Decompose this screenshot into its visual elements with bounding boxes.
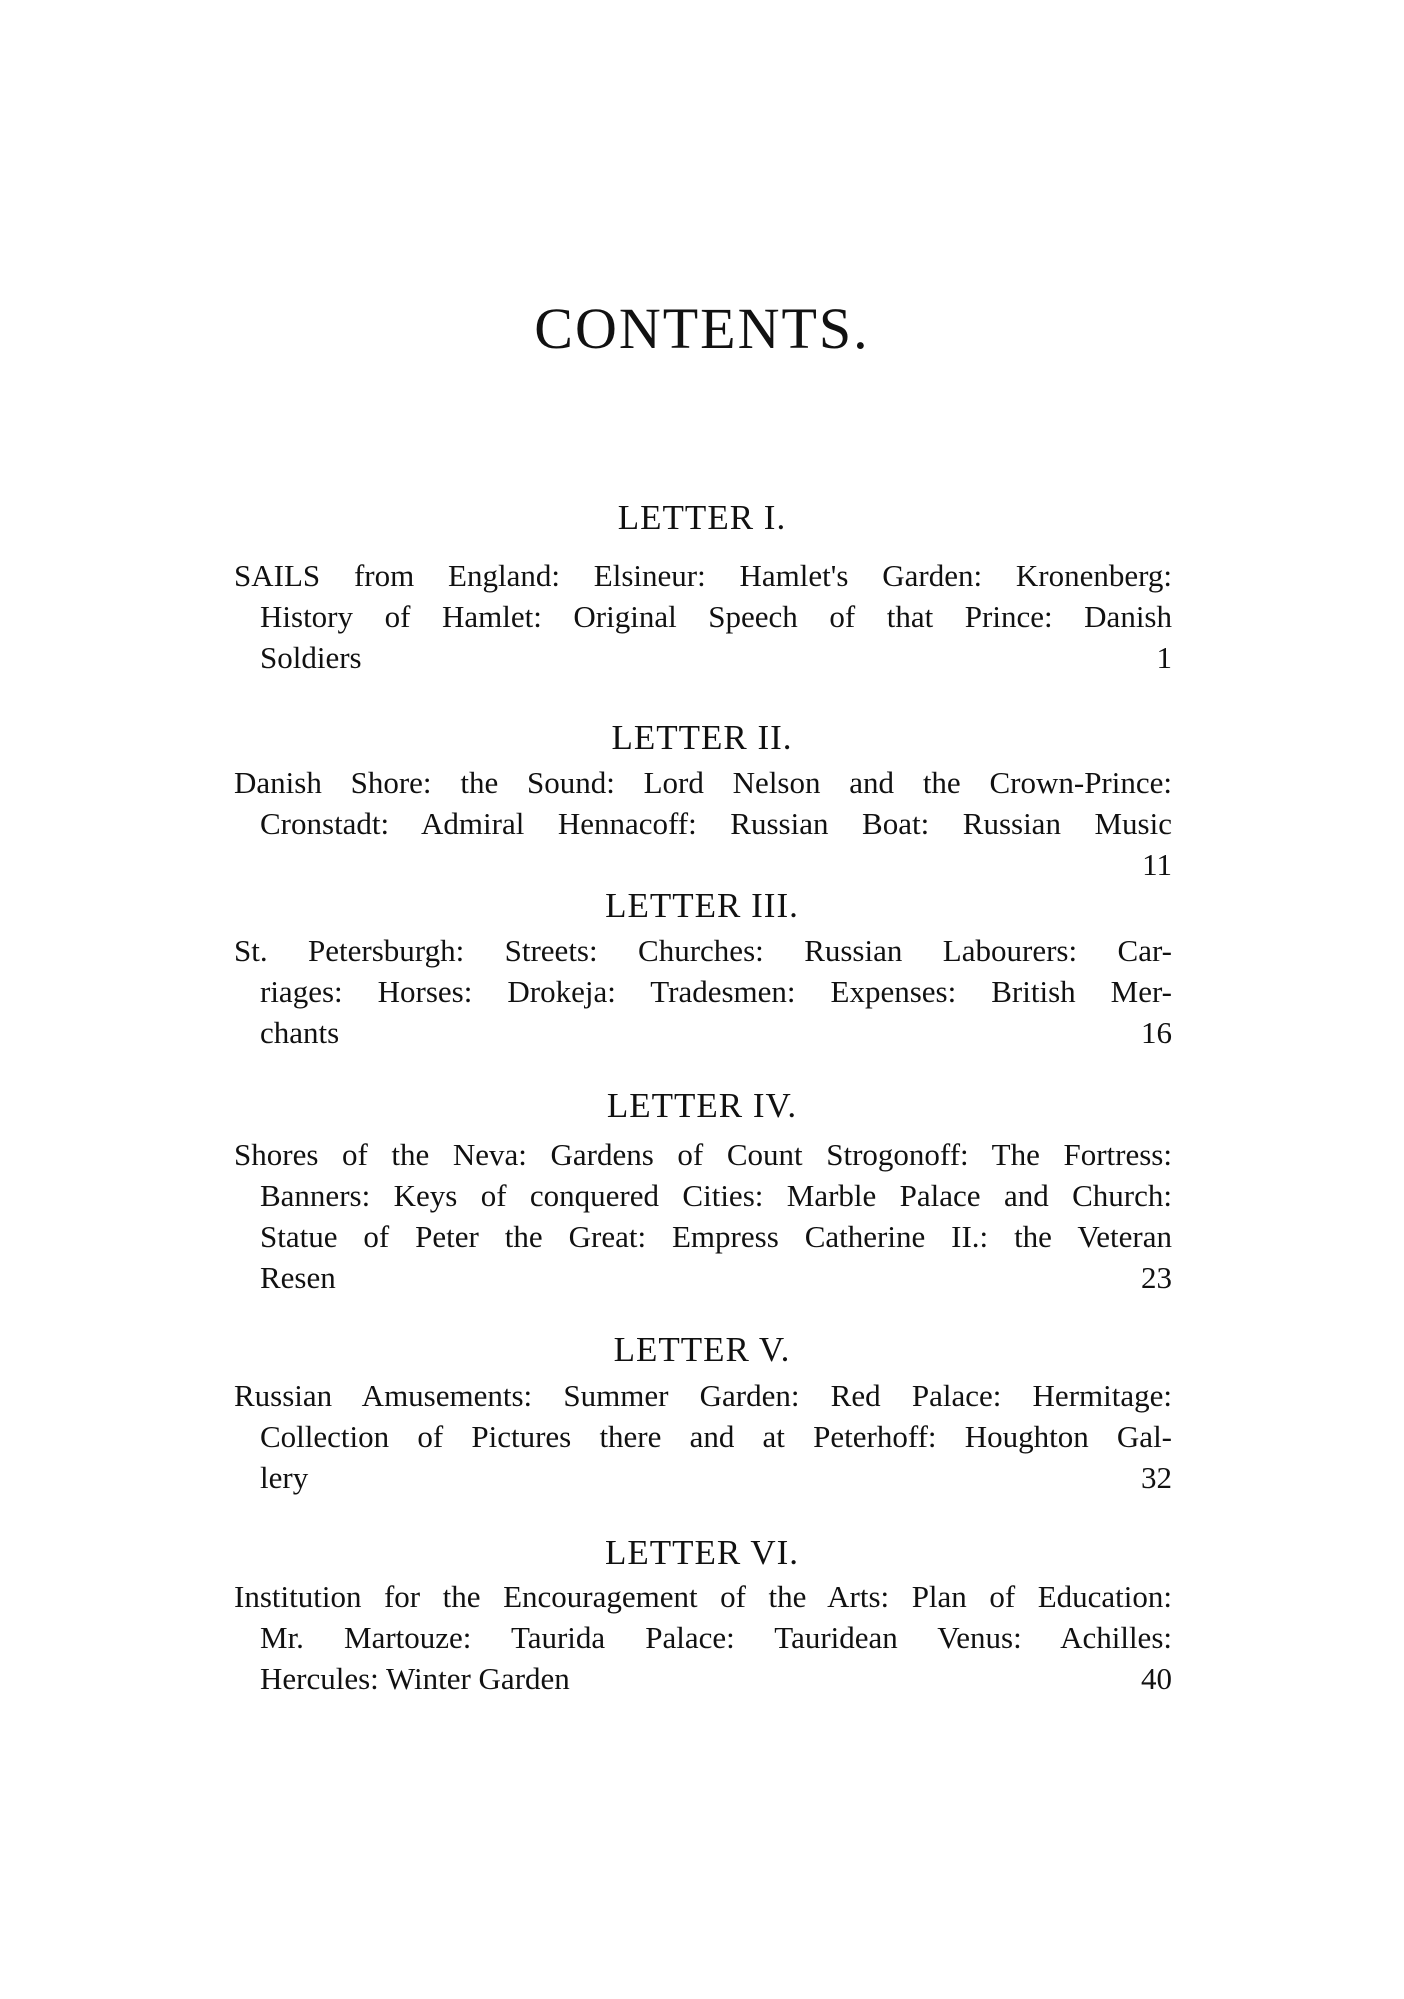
entry-line: riages: Horses: Drokeja: Tradesmen: Expenses: British Mer- xyxy=(260,974,1172,1009)
entry-last-line xyxy=(234,1257,1172,1298)
page-number: 23 xyxy=(1141,1260,1172,1295)
entry-line: Banners: Keys of conquered Cities: Marble Palace and Church: xyxy=(260,1178,1172,1213)
letter-heading: LETTER IV. xyxy=(606,1086,798,1125)
entry-line: Shores of the Neva: Gardens of Count Strogonoff: The Fortress: xyxy=(234,1137,1172,1172)
toc-entry xyxy=(234,1134,1172,1298)
entry-line: St. Petersburgh: Streets: Churches: Russian Labourers: Car- xyxy=(234,933,1172,968)
page-number: 40 xyxy=(1141,1661,1172,1696)
entry-line: Mr. Martouze: Taurida Palace: Tauridean Venus: Achilles: xyxy=(260,1620,1172,1655)
letter-heading: LETTER III. xyxy=(605,886,799,925)
page-number: 16 xyxy=(1141,1015,1172,1050)
page-title: CONTENTS. xyxy=(534,296,870,361)
entry-last-line xyxy=(234,637,1172,678)
entry-text: Hercules: Winter Garden xyxy=(260,1661,570,1696)
entry-text: lery xyxy=(260,1460,309,1495)
entry-line: History of Hamlet: Original Speech of that Prince: Danish xyxy=(260,599,1172,634)
toc-entry xyxy=(234,930,1172,1053)
entry-line: Danish Shore: the Sound: Lord Nelson and the Crown-Prince: xyxy=(234,765,1172,800)
entry-last-line xyxy=(234,1012,1172,1053)
entry-text: Soldiers xyxy=(260,640,362,675)
entry-line: SAILS from England: Elsineur: Hamlet's Garden: Kronenberg: xyxy=(234,558,1172,593)
entry-line: Institution for the Encouragement of the Arts: Plan of Education: xyxy=(234,1579,1172,1614)
entry-last-line xyxy=(234,844,1172,885)
toc-entry xyxy=(234,555,1172,678)
letter-heading: LETTER V. xyxy=(613,1330,791,1369)
toc-entry xyxy=(234,762,1172,885)
letter-heading: LETTER I. xyxy=(617,498,787,537)
page-number: 11 xyxy=(1142,847,1172,882)
page-number: 32 xyxy=(1141,1460,1172,1495)
page-number: 1 xyxy=(1156,640,1172,675)
entry-text: Resen xyxy=(260,1260,336,1295)
entry-last-line xyxy=(234,1457,1172,1498)
entry-last-line xyxy=(234,1658,1172,1699)
toc-entry xyxy=(234,1375,1172,1498)
toc-entry xyxy=(234,1576,1172,1699)
entry-line: Russian Amusements: Summer Garden: Red Palace: Hermitage: xyxy=(234,1378,1172,1413)
entry-line: Cronstadt: Admiral Hennacoff: Russian Boat: Russian Music xyxy=(260,806,1172,841)
entry-line: Statue of Peter the Great: Empress Catherine II.: the Veteran xyxy=(260,1219,1172,1254)
letter-heading: LETTER II. xyxy=(611,718,793,757)
letter-heading: LETTER VI. xyxy=(604,1533,800,1572)
entry-line: Collection of Pictures there and at Peterhoff: Houghton Gal- xyxy=(260,1419,1172,1454)
entry-text: chants xyxy=(260,1015,340,1050)
